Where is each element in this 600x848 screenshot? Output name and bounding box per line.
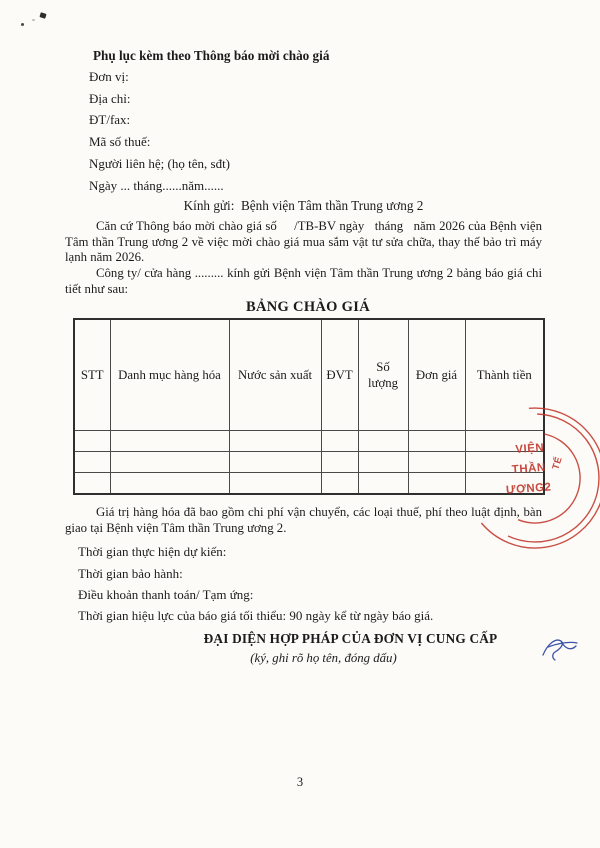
table-cell-empty xyxy=(229,452,321,473)
quote-table-title: BẢNG CHÀO GIÁ xyxy=(246,299,370,316)
signature-block xyxy=(161,630,540,669)
pen-mark xyxy=(21,23,24,26)
red-stamp-icon xyxy=(460,398,600,558)
table-cell-empty xyxy=(358,431,408,452)
form-field-ngay-thang: Ngày ... tháng......năm...... xyxy=(89,177,224,193)
term-bao-hanh: Thời gian bảo hành: xyxy=(78,565,183,581)
table-cell-empty xyxy=(229,473,321,495)
col-header-dvt: ĐVT xyxy=(321,319,358,431)
signature-title: ĐẠI DIỆN HỢP PHÁP CỦA ĐƠN VỊ CUNG CẤP xyxy=(203,630,498,646)
term-hieu-luc: Thời gian hiệu lực của báo giá tối thiểu: 90 ngày kể từ ngày báo giá. xyxy=(78,608,434,624)
col-header-thanh-tien: Thành tiền xyxy=(465,319,544,431)
value-note: Giá trị hàng hóa đã bao gồm chi phí vận chuyển, các loại thuế, phí theo luật định, bàn giao tại Bệnh viện Tâm thần Trung ương 2. xyxy=(65,505,542,535)
form-field-ma-so-thue: Mã số thuế: xyxy=(89,134,151,150)
table-cell-empty xyxy=(408,431,465,452)
form-field-don-vi: Đơn vị: xyxy=(89,69,129,84)
form-field-dt-fax: ĐT/fax: xyxy=(89,112,131,128)
document-content xyxy=(65,48,542,669)
table-cell-empty xyxy=(321,452,358,473)
form-field-nguoi-lien-he: Người liên hệ; (họ tên, sđt) xyxy=(89,155,231,171)
table-cell-empty xyxy=(74,473,110,495)
form-field-dia-chi: Địa chỉ: xyxy=(89,90,131,106)
col-header-don-gia: Đơn giá xyxy=(408,319,465,431)
pen-mark xyxy=(39,12,46,19)
table-cell-empty xyxy=(321,473,358,495)
table-cell-empty xyxy=(74,452,110,473)
pen-mark xyxy=(32,19,35,21)
signature-instruction: (ký, ghi rõ họ tên, đóng dấu) xyxy=(250,650,397,665)
col-header-nuoc-sx: Nước sản xuất xyxy=(229,319,321,431)
stamp-text-line3: ƯƠNG2 xyxy=(505,481,552,497)
paragraph-basis: Căn cứ Thông báo mời chào giá số /TB-BV ngày tháng năm 2026 của Bệnh viện Tâm thần Trung ương 2 về việc mời chào giá mua sắm vật tư sửa chữa, thay thế bảo trì máy lạnh năm 2026. xyxy=(65,219,542,265)
table-cell-empty xyxy=(408,473,465,495)
table-cell-empty xyxy=(229,431,321,452)
stamp-ring-text: TẾ xyxy=(550,455,565,472)
table-cell-empty xyxy=(321,431,358,452)
table-cell-empty xyxy=(74,431,110,452)
term-thuc-hien: Thời gian thực hiện dự kiến: xyxy=(78,544,227,560)
stamp-text-line1: VIỆN xyxy=(514,442,545,456)
paragraph-company: Công ty/ cửa hàng ......... kính gửi Bệnh viện Tâm thần Trung ương 2 bảng báo giá chi tiết như sau: xyxy=(65,266,542,296)
recipient-line: Kính gửi: Bệnh viện Tâm thần Trung ương 2 xyxy=(183,198,424,214)
table-cell-empty xyxy=(110,473,229,495)
supplier-info-form xyxy=(89,66,542,196)
term-thanh-toan: Điều khoản thanh toán/ Tạm ứng: xyxy=(78,586,254,602)
signature-mark-icon xyxy=(540,634,580,664)
appendix-title: Phụ lục kèm theo Thông báo mời chào giá xyxy=(93,48,330,63)
page-number: 3 xyxy=(296,775,304,789)
col-header-so-luong: Số lượng xyxy=(358,319,408,431)
table-cell-empty xyxy=(358,452,408,473)
col-header-stt: STT xyxy=(74,319,110,431)
table-cell-empty xyxy=(408,452,465,473)
stamp-text-line2: THẦN xyxy=(511,461,547,477)
table-cell-empty xyxy=(358,473,408,495)
table-cell-empty xyxy=(110,452,229,473)
col-header-danh-muc: Danh mục hàng hóa xyxy=(110,319,229,431)
table-cell-empty xyxy=(110,431,229,452)
